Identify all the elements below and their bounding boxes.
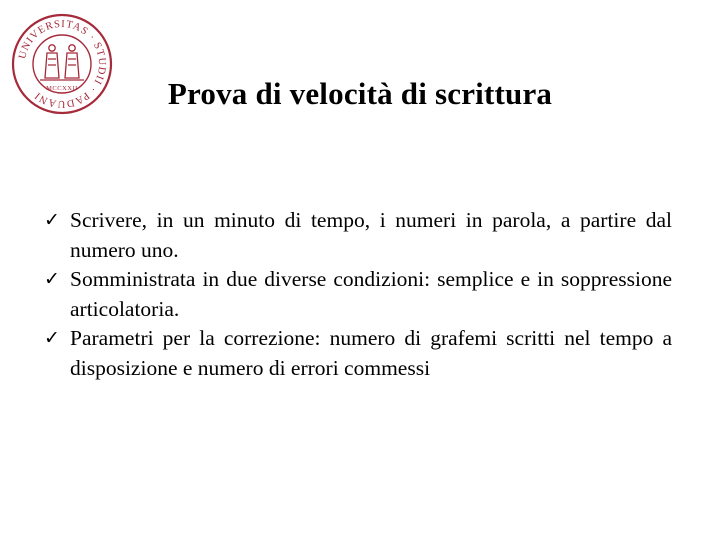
bullet-text: Parametri per la correzione: numero di grafemi scritti nel tempo a disposizione e numero di errori commessi [70,326,672,380]
bullet-item [44,265,672,324]
bullet-text: Somministrata in due diverse condizioni: semplice e in soppressione articolatoria. [70,267,672,321]
bullet-item [44,206,672,265]
bullet-text: Scrivere, in un minuto di tempo, i numeri in parola, a partire dal numero uno. [70,208,672,262]
checkmark-icon: ✓ [44,268,60,290]
bullet-item [44,324,672,383]
seal-inner-text: MCCXXII [46,85,78,92]
bullet-list [44,206,672,383]
slide-title: Prova di velocità di scrittura [167,76,553,111]
seal-ring-text: UNIVERSITAS · STUDII · PADUANI [17,18,108,110]
checkmark-icon: ✓ [44,209,60,231]
checkmark-icon: ✓ [44,327,60,349]
seal-figures-icon [40,45,84,80]
